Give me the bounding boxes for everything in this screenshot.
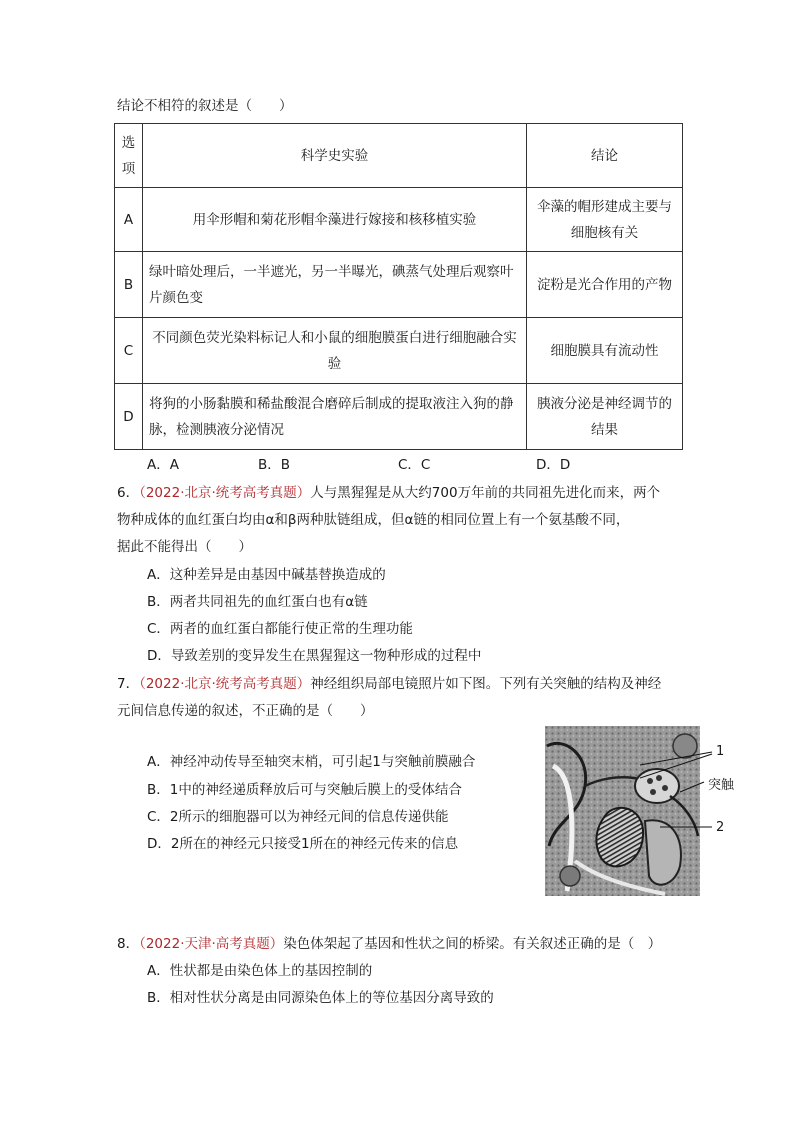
q6-option-a[interactable]: A．这种差异是由基因中碱基替换造成的 [147, 567, 386, 583]
q6-option-b[interactable]: B．两者共同祖先的血红蛋白也有α链 [147, 594, 368, 610]
question-source: （2022·北京·统考高考真题） [139, 485, 311, 501]
row-option: A [115, 188, 143, 252]
question-number: 6． [117, 485, 140, 501]
table-row [115, 318, 683, 384]
row-experiment: 将狗的小肠黏膜和稀盐酸混合磨碎后制成的提取液注入狗的静脉，检测胰液分泌情况 [143, 384, 527, 450]
q7-stem-line2: 元间信息传递的叙述，不正确的是（ ） [117, 703, 374, 719]
question-source: （2022·北京·统考高考真题） [139, 676, 311, 692]
q6-option-c[interactable]: C．两者的血红蛋白都能行使正常的生理功能 [147, 621, 413, 637]
q6-stem-line3: 据此不能得出（ ） [117, 539, 252, 555]
row-experiment: 绿叶暗处理后，一半遮光，另一半曝光，碘蒸气处理后观察叶片颜色变 [143, 252, 527, 318]
q7-option-d[interactable]: D．2所在的神经元只接受1所在的神经元传来的信息 [147, 836, 459, 852]
row-conclusion: 伞藻的帽形建成主要与细胞核有关 [527, 188, 683, 252]
q8-option-b[interactable]: B．相对性状分离是由同源染色体上的等位基因分离导致的 [147, 990, 494, 1006]
table-header-row [115, 124, 683, 188]
row-option: D [115, 384, 143, 450]
q7-option-b[interactable]: B．1中的神经递质释放后可与突触后膜上的受体结合 [147, 782, 462, 798]
row-option: B [115, 252, 143, 318]
header-conclusion: 结论 [527, 124, 683, 188]
q5-choice-a[interactable]: A．A [147, 457, 179, 473]
q7-option-a[interactable]: A．神经冲动传导至轴突末梢，可引起1与突触前膜融合 [147, 754, 476, 770]
row-conclusion: 胰液分泌是神经调节的结果 [527, 384, 683, 450]
row-conclusion: 淀粉是光合作用的产物 [527, 252, 683, 318]
row-conclusion: 细胞膜具有流动性 [527, 318, 683, 384]
header-experiment: 科学史实验 [143, 124, 527, 188]
table-row [115, 188, 683, 252]
question-number: 7． [117, 676, 140, 692]
q5-choice-b[interactable]: B．B [258, 457, 291, 473]
q6-option-d[interactable]: D．导致差别的变异发生在黑猩猩这一物种形成的过程中 [147, 648, 482, 664]
q6-stem-line2: 物种成体的血红蛋白均由α和β两种肽链组成，但α链的相同位置上有一个氨基酸不同， [117, 512, 630, 528]
question-source: （2022·天津·高考真题） [139, 936, 284, 952]
q7-option-c[interactable]: C．2所示的细胞器可以为神经元间的信息传递供能 [147, 809, 449, 825]
question-stem: 染色体架起了基因和性状之间的桥梁。有关叙述正确的是（ ） [283, 936, 662, 952]
table-row [115, 384, 683, 450]
q5-stem-tail: 结论不相符的叙述是（ ） [117, 98, 293, 114]
figure-label-2: 2 [716, 820, 725, 835]
row-option: C [115, 318, 143, 384]
figure-label-synapse: 突触 [708, 778, 735, 793]
q8-stem-line1 [117, 932, 661, 952]
q8-option-a[interactable]: A．性状都是由染色体上的基因控制的 [147, 963, 373, 979]
q7-stem-line1 [117, 672, 661, 692]
table-row [115, 252, 683, 318]
row-experiment: 不同颜色荧光染料标记人和小鼠的细胞膜蛋白进行细胞融合实验 [143, 318, 527, 384]
figure-label-1: 1 [716, 744, 725, 759]
header-option: 选 项 [115, 124, 143, 188]
row-experiment: 用伞形帽和菊花形帽伞藻进行嫁接和核移植实验 [143, 188, 527, 252]
q6-stem-line1 [117, 481, 660, 501]
question-stem: 神经组织局部电镜照片如下图。下列有关突触的结构及神经 [310, 676, 662, 692]
question-stem: 人与黑猩猩是从大约700万年前的共同祖先进化而来，两个 [310, 485, 661, 501]
q5-choice-c[interactable]: C．C [398, 457, 431, 473]
q5-choice-d[interactable]: D．D [536, 457, 571, 473]
q5-table [114, 123, 683, 450]
question-number: 8． [117, 936, 140, 952]
